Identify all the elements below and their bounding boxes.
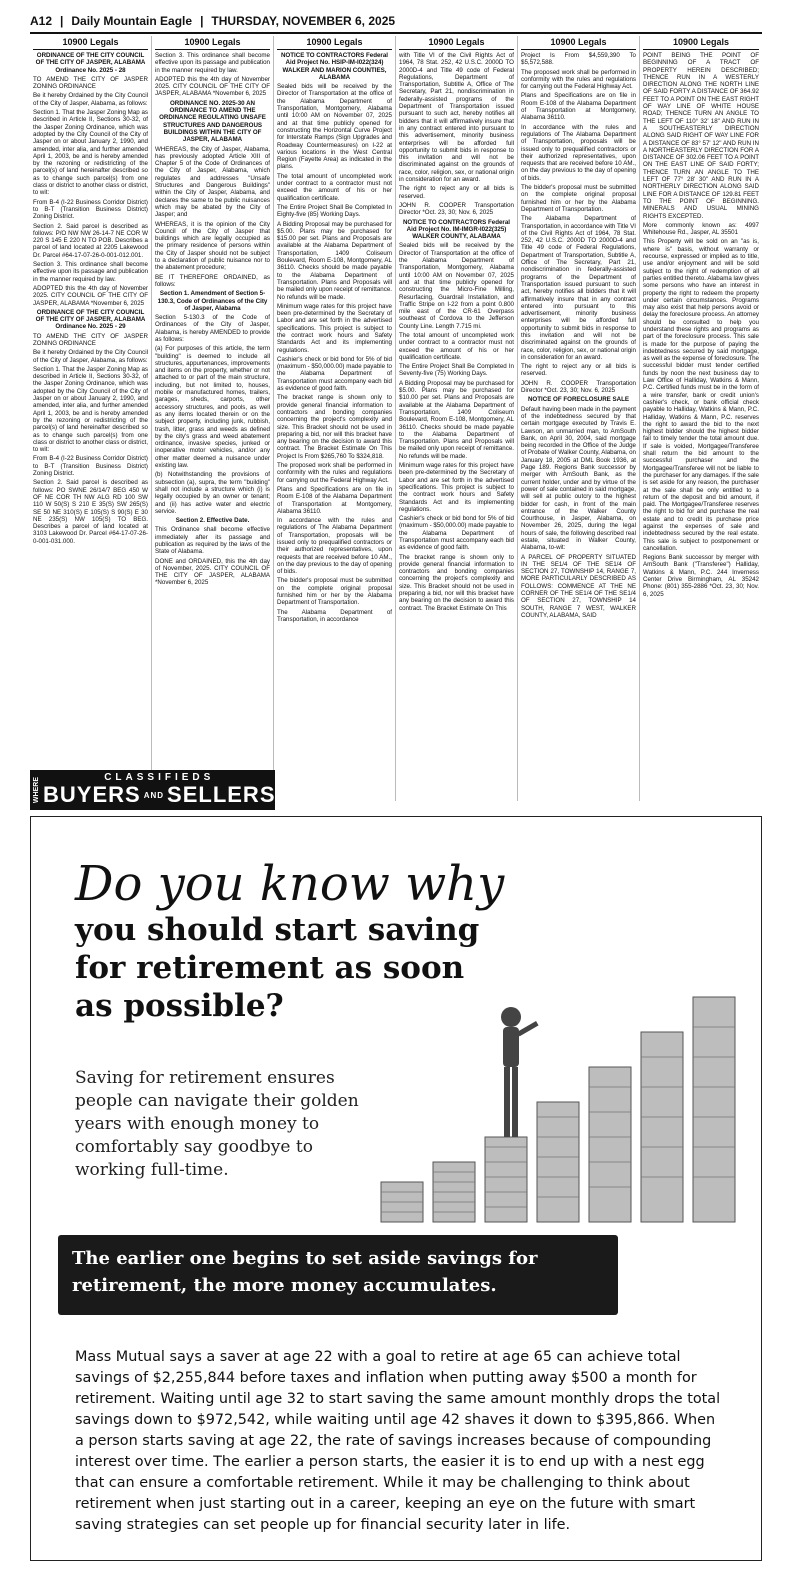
section-label: 10900 Legals: [643, 36, 759, 50]
notice-paragraph: ADOPTED this the 4th day of November 2025. CITY COUNCIL OF THE CITY OF JASPER, ALABAMA *November 6, 2025: [33, 284, 148, 307]
notice-paragraph: Section 5-130.3 of the Code of Ordinances of the City of Jasper, Alabama, is hereby AMENDED to provide as follows:: [155, 314, 270, 343]
legals-column: [274, 36, 396, 801]
notice-paragraph: Regions Bank successor by merger with AmSouth Bank ("Transferee") Halliday, Watkins & Mann, P.C. 244 Inverness Center Drive Birmingham, AL 35242 Phone: (801) 355-2886 *Oct. 23, 30; Nov. 6, 2025: [643, 554, 759, 598]
legals-column: [640, 36, 762, 801]
notice-paragraph: A PARCEL OF PROPERTY SITUATED IN THE SE1/4 OF THE SE1/4 OF SECTION 27, TOWNSHIP 14, RANGE 7, MORE PARTICULARLY DESCRIBED AS FOLLOWS: COMMENCE AT THE NE CORNER OF THE SE1/4 OF THE SE1/4 OF SECTION 27, TOWNSHIP 14 SOUTH, RANGE 7 WEST, WALKER COUNTY, ALABAMA, SAID: [521, 553, 636, 619]
notice-heading: ORDINANCE OF THE CITY COUNCIL OF THE CITY OF JASPER, ALABAMA Ordinance No. 2025 - 28: [35, 52, 146, 74]
notice-paragraph: The proposed work shall be performed in conformity with the rules and regulations for carrying out the Federal Highway Act.: [521, 68, 636, 91]
section-label: 10900 Legals: [155, 36, 270, 50]
notice-paragraph: The bidder's proposal must be submitted on the complete original proposal furnished him or her by the Alabama Department of Transportation.: [277, 577, 392, 607]
banner-sellers: SELLERS: [167, 781, 276, 807]
banner-meet: MEET: [278, 780, 286, 800]
notice-paragraph: The bidder's proposal must be submitted on the complete original proposal furnished him or her by the Alabama Department of Transportation.: [521, 184, 636, 213]
notice-heading: NOTICE OF FORECLOSURE SALE: [527, 396, 630, 404]
retirement-advertisement: [30, 816, 762, 1561]
ad-headline: you should start saving for retirement as soon as possible?: [75, 912, 480, 1024]
notice-paragraph: Be it hereby Ordained by the City Council of the City of Jasper, Alabama, as follows:: [33, 92, 148, 107]
notice-heading: ORDINANCE OF THE CITY COUNCIL OF THE CITY OF JASPER, ALABAMA Ordinance No. 2025 - 29: [35, 308, 146, 331]
legals-column: [518, 36, 640, 801]
notice-paragraph: The Alabama Department of Transportation, in accordance: [277, 608, 392, 623]
notice-paragraph: In accordance with the rules and regulations of The Alabama Department of Transportation, proposals will be issued only to prequalified contractors or their authorized representatives, upon requests that are received before 10 AM., on the day previous to the day of opening of bids.: [277, 517, 392, 576]
notice-paragraph: In accordance with the rules and regulations of The Alabama Department of Transportation, proposals will be issued only to prequalified contractors or their authorized representatives, upon requests that are received before 10 AM., on the day previous to the day of opening of bids.: [521, 123, 636, 182]
notice-heading: Section 2. Effective Date.: [175, 517, 250, 525]
notice-paragraph: Section 3. This ordinance shall become effective upon its passage and publication in the manner required by law.: [33, 261, 148, 283]
notice-paragraph: From B-4 (I-22 Business Corridor District) to B-T (Transition Business District) Zoning District.: [33, 198, 148, 221]
ad-script-heading: Do you know why: [75, 856, 505, 912]
legals-column: [152, 36, 274, 801]
notice-paragraph: TO AMEND THE CITY OF JASPER ZONING ORDINANCE: [33, 332, 148, 347]
legals-columns: [30, 36, 762, 804]
notice-heading: NOTICE TO CONTRACTORS Federal Aid Project No. IM-IMGR-I022(325) WALKER COUNTY, ALABAMA: [402, 218, 511, 241]
notice-paragraph: A Bidding Proposal may be purchased for $5.00. Plans may be purchased for $10.00 per set. Plans and Proposals are available at the Alabama Department of Transportation, 1409 Coliseum Boulevard, Room E-108, Montgomery, AL 36110. Checks should be made payable to the Alabama Department of Transportation. Plans and Proposals will be mailed only upon receipt of remittance. No refunds will be made.: [399, 379, 514, 460]
notice-paragraph: Minimum wage rates for this project have been pre-determined by the Secretary of Labor and are set forth in the advertised specifications. This project is subject to the contract work hours and Safety Standards Act and its implementing regulations.: [399, 462, 514, 513]
notice-paragraph: WHEREAS, the City of Jasper, Alabama, has previously adopted Article XIII of Chapter 5 of the Code of Ordinances of the City of Jasper, Alabama, which regulates and addresses "Unsafe Structures and Dangerous Buildings" within the City of Jasper, Alabama, and declares the same to be public nuisances which may be abated by the City of Jasper; and: [155, 145, 270, 219]
coin-stacks-illustration: [371, 967, 741, 1237]
notice-paragraph: BE IT THEREFORE ORDAINED, as follows:: [155, 273, 270, 288]
notice-paragraph: Sealed bids will be received by the Director of Transportation at the office of the Alabama Department of Transportation, Montgomery, Alabama until 10:00 AM on November 07, 2025 and at that time publicly opened for constructing the Horizontal Curve Project for Interstate Ramps (Sign Upgrades and Roadway Countermeasures) on I-22 at various locations in the West Central Region (Fayette Area) as indicated in the plans.: [277, 83, 392, 171]
section-label: 10900 Legals: [277, 36, 392, 50]
notice-heading: ORDINANCE NO. 2025-30 AN ORDINANCE TO AMEND THE ORDINANCE REGULATING UNSAFE STRUCTURES AND DANGEROUS BUILDINGS WITHIN THE CITY OF JASPER, ALABAMA: [159, 99, 266, 144]
banner-buyers: BUYERS: [43, 781, 141, 807]
notice-paragraph: Section 1. That the Jasper Zoning Map as described in Article II, Sections 30-32, of the Jasper Zoning Ordinance, which was adopted by the City Council of the City of Jasper on or about January 2, 1990, and amended, inter alia, and further amended April 1, 2003, be and is hereby amended by the rezoning or redistricting of the parcel(s) of land hereinafter described so as to change such parcel(s) from one class or district to another class or district, to wit:: [33, 365, 148, 454]
notice-paragraph: Cashier's check or bid bond for 5% of bid (maximum - $50,000.00) made payable to the Alabama Department of Transportation must accompany each bid as evidence of good faith.: [277, 355, 392, 393]
notice-paragraph: (b) Notwithstanding the provisions of subsection (a), supra, the term "building" shall not include a structure which (i) is legally occupied by an owner or tenant; and (ii) has active water and electric service.: [155, 471, 270, 515]
banner-where: WHERE: [33, 776, 40, 804]
notice-paragraph: Section 2. Said parcel is described as follows: P/O NW NW 26-14-7 NE COR W 220 S 145 E 220 N TO POB. Describes a parcel of land located at 2205 Lakewood Dr. Parcel #64-17-07-26-0-001-012.001.: [33, 222, 148, 259]
banner-and: AND: [143, 791, 165, 801]
section-label: 10900 Legals: [399, 36, 514, 50]
notice-paragraph: The bracket range is shown only to provide general financial information to contractors and bonding companies concerning the project's complexity and size. This Bracket should not be used in preparing a bid, nor will this bracket have any bearing on the decision to award this contract. The Bracket Estimate On This: [399, 553, 514, 612]
legals-column: [30, 36, 152, 804]
notice-paragraph: More commonly known as: 4997 Whitehouse Rd., Jasper, AL 35501: [643, 221, 759, 237]
notice-paragraph: Minimum wage rates for this project have been pre-determined by the Secretary of Labor and are set forth in the advertised specifications. This project is subject to the contract work hours and Safety Standards Act and its implementing regulations.: [277, 302, 392, 354]
notice-paragraph: Project Is From $4,559,390 To $5,572,588.: [521, 52, 636, 67]
notice-paragraph: DONE and ORDAINED, this the 4th day of November, 2025. CITY COUNCIL OF THE CITY OF JASPER, ALABAMA *November 6, 2025: [155, 557, 270, 587]
notice-paragraph: TO AMEND THE CITY OF JASPER ZONING ORDINANCE: [33, 75, 148, 91]
notice-paragraph: Section 1. That the Jasper Zoning Map as described in Article II, Sections 30-32, of the Jasper Zoning Ordinance, which was adopted by the City Council of the City of Jasper on or about January 2, 1990, and amended, inter alia, and further amended April 1, 2003, be and is hereby amended by the rezoning or redistricting of the parcel(s) of land hereinafter described so as to change such parcel(s) from one class or district to another class or district, to wit:: [33, 109, 148, 197]
section-label: 10900 Legals: [521, 36, 636, 50]
notice-heading: Section 1. Amendment of Section 5-130.3, Code of Ordinances of the City of Jasper, Alabama: [157, 290, 268, 312]
notice-paragraph: WHEREAS, it is the opinion of the City Council of the City of Jasper that buildings which are legally occupied as the primary residence of persons within the City of Jasper should not be subject to a declaration of public nuisance nor to the abatement procedure;: [155, 220, 270, 272]
notice-paragraph: The right to reject any or all bids is reserved.: [521, 363, 636, 378]
banner-classifieds: CLASSIFIEDS: [104, 771, 215, 783]
masthead: A12 | Daily Mountain Eagle | THURSDAY, NOVEMBER 6, 2025: [30, 10, 762, 34]
paper-name: Daily Mountain Eagle: [71, 14, 193, 28]
notice-paragraph: Plans and Specifications are on file in Room E-108 of the Alabama Department of Transportation at Montgomery, Alabama 36110.: [277, 485, 392, 515]
notice-paragraph: Be it hereby Ordained by the City Council of the City of Jasper, Alabama, as follows:: [33, 349, 148, 364]
notice-paragraph: Plans and Specifications are on file in Room E-108 of the Alabama Department of Transportation at Montgomery, Alabama 36110.: [521, 92, 636, 122]
notice-paragraph: A Bidding Proposal may be purchased for $5.00. Plans may be purchased for $15.00 per set. Plans and Proposals are available at the Alabama Department of Transportation, 1409 Coliseum Boulevard, Room E-108, Montgomery, AL 36110. Checks should be made payable to the Alabama Department of Transportation. Plans and Proposals will be mailed only upon receipt of remittance. No refunds will be made.: [277, 220, 392, 301]
notice-paragraph: POINT BEING THE POINT OF BEGINNING OF A TRACT OF PROPERTY HEREIN DESCRIBED; THENCE RUN IN A WESTERLY DIRECTION ALONG THE NORTH LINE OF SAID FORTY A DISTANCE OF 364.92 FEET TO A POINT ON THE EAST RIGHT OF WAY LINE OF WHITE HOUSE ROAD; THENCE TURN AN ANGLE TO THE LEFT OF 110° 32' 18" AND RUN IN A SOUTHEASTERLY DIRECTION ALONG SAID RIGHT OF WAY LINE FOR A DISTANCE OF 83° 57' 12" AND RUN IN A NORTHEASTERLY DIRECTION FOR A DISTANCE OF 302.06 FEET TO A POINT ON THE EAST LINE OF SAID FORTY; THENCE TURN AN ANGLE TO THE LEFT OF 77° 28' 30" AND RUN IN A NORTHERLY DIRECTION ALONG SAID LINE FOR A DISTANCE OF 129.81 FEET TO THE POINT OF BEGINNING. MINERALS AND USUAL MINING RIGHTS EXCEPTED.: [643, 52, 759, 220]
ad-highlight-text: The earlier one begins to set aside savings for retirement, the more money accumulates.: [72, 1248, 538, 1296]
legals-column: [396, 36, 518, 801]
notice-paragraph: ADOPTED this the 4th day of November 2025. CITY COUNCIL OF THE CITY OF JASPER, ALABAMA *November 6, 2025: [155, 75, 270, 98]
notice-paragraph: The right to reject any or all bids is reserved.: [399, 185, 514, 200]
notice-paragraph: The proposed work shall be performed in conformity with the rules and regulations for carrying out the Federal Highway Act.: [277, 462, 392, 484]
notice-paragraph: The Alabama Department of Transportation, in accordance with Title VI of the Civil Rights Act of 1964, 78 Stat. 252, 42 U.S.C. 2000D TO 2000D-4 and Title 49 code of Federal Regulations, Department of Transportation, Subtitle A, Office of The Secretary, Part 21, nondiscrimination in federally-assisted programs of the Department of Transportation issued pursuant to such act, hereby notifies all bidders that it will affirmatively insure that in any contract entered into pursuant to this advertisement, minority business enterprises will be afforded full opportunity to submit bids in response to this invitation and will not be discriminated against on the grounds of race, color, religion, sex, or national origin in consideration for an award.: [521, 215, 636, 361]
notice-paragraph: From B-4 (I-22 Business Corridor District) to B-T (Transition Business District) Zoning District.: [33, 455, 148, 478]
ad-body-text: Mass Mutual says a saver at age 22 with a goal to retire at age 65 can achieve total savings of $2,255,844 before taxes and inflation when putting away $500 a month for retirement. Waiting until age 32 to start saving the same amount monthly drops the total savings down to $972,542, while waiting until age 42 shaves it down to $395,866. When a person starts saving at age 22, the rate of savings increases because of compounding interest over time. The earlier a person starts, the easier it is to end up with a nest egg that can ensure a comfortable retirement. While it may be challenging to think about retirement when just starting out in a career, keeping an eye on the future with smart saving strategies can set people up for financial security later in life.: [75, 1349, 721, 1533]
notice-heading: NOTICE TO CONTRACTORS Federal Aid Project No. HSIP-IM-I022(324) WALKER AND MARION COUNTIES, ALABAMA: [280, 52, 389, 81]
notice-paragraph: (a) For purposes of this article, the term "building" is deemed to include all structures, appurtenances, improvements and items on the property, whether or not attached to or part of the main structure, including, but not limited to, houses, mobile or manufactured homes, trailers, garages, sheds, carports, other accessory structures, and pools, as well as any items located therein or on the subject property, including junk, rubbish, trash, litter, grass and weeds as defined by the city's grass and weed abatement ordinance, invasive species, junked or inoperative motor vehicles, and/or any other matter deemed a nuisance under existing law.: [155, 345, 270, 470]
classifieds-banner: [30, 770, 286, 810]
notice-paragraph: The Entire Project Shall Be Completed In Seventy-five (75) Working Days.: [399, 363, 514, 378]
page-number: A12: [30, 14, 53, 28]
notice-paragraph: Default having been made in the payment of the indebtedness secured by that certain mortgage executed by Travis E. Lawson, an unmarried man, to AmSouth Bank, on April 30, 2004, said mortgage being recorded in the Office of the Judge of Probate of Walker County, Alabama, on January 18, 2005 at DML Book 1936, at Page 189. Regions Bank successor by merger with AmSouth Bank, as the current holder, under and by virtue of the power of sale contained in said mortgage, will sell at public outcry to the highest bidder for cash, in front of the main entrance of the Walker County Courthouse, in Jasper, Alabama, on November 26, 2025, during the legal hours of sale, the following described real estate, situated in Walker County, Alabama, to-wit:: [521, 405, 636, 552]
notice-paragraph: with Title VI of the Civil Rights Act of 1964, 78 Stat. 252, 42 U.S.C. 2000D TO 2000D-4 and Title 49 code of Federal Regulations, Department of Transportation, Subtitle A, Office of The Secretary, Part 21, nondiscrimination in federally-assisted programs of the Department of Transportation issued pursuant to such act, hereby notifies all bidders that it will affirmatively insure that in any contract entered into pursuant to this advertisement, minority business enterprises will be afforded full opportunity to submit bids in response to this invitation and will not be discriminated against on the grounds of race, color, religion, sex, or national origin in consideration for an award.: [399, 52, 514, 184]
notice-paragraph: This Property will be sold on an "as is, where is" basis, without warranty or recourse, expressed or implied as to title, use and/or enjoyment and will be sold subject to the right of redemption of all parties entitled thereto. Alabama law gives some persons who have an interest in property the right to redeem the property under certain circumstances. Programs may also exist that help persons avoid or delay the foreclosure process. An attorney should be consulted to help you understand these rights and programs as part of the foreclosure process. This sale is made for the purpose of paying the indebtedness secured by said mortgage, as well as the expense of foreclosure. The successful bidder must tender certified funds by noon the next business day to Law Office of Halliday, Watkins & Mann, P.C. Certified funds must be in the form of a wire transfer, bank or credit union's cashier's check, or bank official check payable to Halliday, Watkins & Mann, P.C. Halliday, Watkins & Mann, P.C. reserves the right to award the bid to the next highest bidder should the highest bidder fail to timely tender the total amount due. If sale is voided, Mortgagee/Transferee shall return the bid amount to the successful purchaser and the Mortgagee/Transferee will not be liable to the purchaser for any damages. If the sale is set aside for any reason, the purchaser at the sale shall be only entitled to a return of the deposit and bid amount, if paid. The Mortgagee/Transferee reserves the right to bid for and purchase the real estate and to credit its purchase price against the expenses of sale and indebtedness secured by the real estate. This sale is subject to postponement or cancellation.: [643, 238, 759, 552]
notice-paragraph: The bracket range is shown only to provide general financial information to contractors and bonding companies concerning the project's complexity and size. This Bracket should not be used in preparing a bid, nor will this bracket have any bearing on the decision to award this contract. The Bracket Estimate On This Project Is From $265,760 To $324,818.: [277, 394, 392, 460]
section-label: 10900 Legals: [33, 36, 148, 50]
notice-paragraph: This Ordinance shall become effective immediately after its passage and publication as required by the laws of the State of Alabama.: [155, 526, 270, 556]
notice-paragraph: The total amount of uncompleted work under contract to a contractor must not exceed the amount of his or her qualification certificate.: [277, 172, 392, 202]
notice-paragraph: The Entire Project Shall Be Completed In Eighty-five (85) Working Days.: [277, 203, 392, 219]
notice-paragraph: Cashier's check or bid bond for 5% of bid (maximum - $50,000.00) made payable to the Alabama Department of Transportation must accompany each bid as evidence of good faith.: [399, 515, 514, 552]
issue-date: THURSDAY, NOVEMBER 6, 2025: [211, 14, 396, 28]
notice-paragraph: Section 3. This ordinance shall become effective upon its passage and publication in the manner required by law.: [155, 52, 270, 74]
notice-paragraph: JOHN R. COOPER Transportation Director *Oct. 23, 30; Nov. 6, 2025: [521, 379, 636, 395]
notice-paragraph: The total amount of uncompleted work under contract to a contractor must not exceed the amount of his or her qualification certificate.: [399, 331, 514, 361]
ad-highlight-bar: [58, 1235, 618, 1315]
notice-paragraph: Section 2. Said parcel is described as follows: PO SWNE 26/14/7 BEG 450 W OF NE COR TH NW ALG RD 100 SW 110 W 50(S) S 210 E 35(S) SW 265(S) SE 50 NE 310(S) E 105(S) S 90(S) E 30 NE 235(S) NW 105(S) TO BEG. Describes a parcel of land located at 3103 Lakewood Dr. Parcel #64-17-07-26-0-001-031.000.: [33, 479, 148, 545]
ad-subtext: Saving for retirement ensures people can navigate their golden years with enough money to comfortably say goodbye to working full-time.: [75, 1068, 359, 1180]
notice-paragraph: Sealed bids will be received by the Director of Transportation at the office of the Alabama Department of Transportation, Montgomery, Alabama until 10:00 AM on November 07, 2025 and at that time publicly opened for constructing the Micro-Fine Milling, Resurfacing, Guardrail Installation, and Traffic Stripe on I-22 from a point 0.800 mile east of the CR-61 Overpass southeast of Cordova to the Jefferson County Line. Length 7.715 mi.: [399, 242, 514, 330]
notice-paragraph: JOHN R. COOPER Transportation Director *Oct. 23, 30; Nov. 6, 2025: [399, 201, 514, 217]
